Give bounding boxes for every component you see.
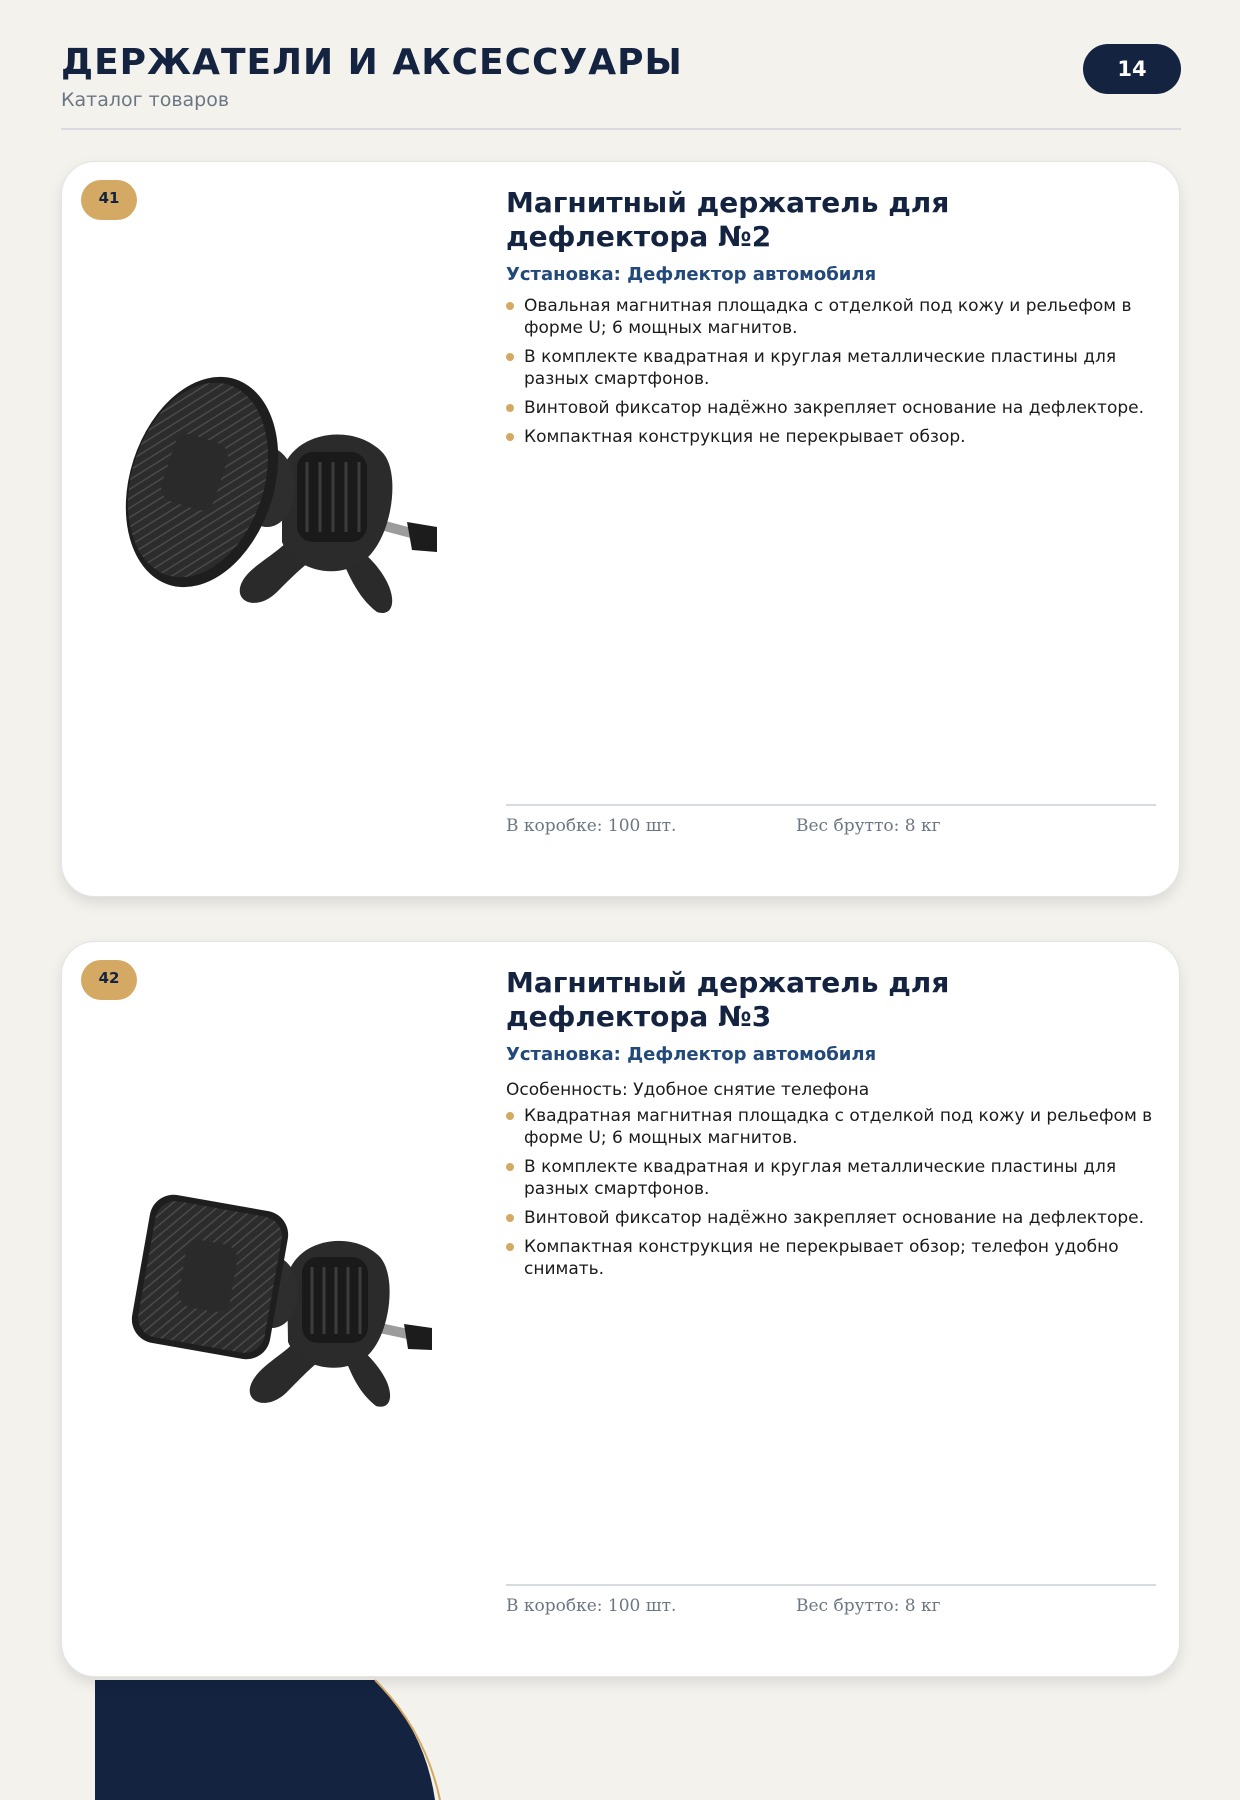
product-title-line-2: дефлектора №2: [506, 220, 772, 253]
gross-weight: Вес брутто: 8 кг: [796, 816, 941, 836]
card-footer: [506, 1584, 1156, 1616]
feature-list: [506, 1105, 1156, 1280]
feature-list: [506, 295, 1156, 448]
feature-item: [506, 426, 1156, 448]
product-title-line-1: Магнитный держатель для: [506, 966, 950, 999]
product-info: [506, 186, 1156, 876]
feature-text: В комплекте квадратная и круглая металлические пластины для разных смартфонов.: [524, 347, 1117, 389]
feature-item: [506, 1105, 1156, 1149]
box-quantity: В коробке: 100 шт.: [506, 816, 677, 836]
page-subtitle: Каталог товаров: [61, 89, 230, 111]
feature-text: Квадратная магнитная площадка с отделкой под кожу и рельефом в форме U; 6 мощных магнитов.: [524, 1106, 1153, 1148]
bullet-icon: [506, 1243, 514, 1251]
feature-text: Овальная магнитная площадка с отделкой под кожу и рельефом в форме U; 6 мощных магнитов.: [524, 296, 1132, 338]
feature-item: [506, 1207, 1156, 1229]
install-type: Установка: Дефлектор автомобиля: [506, 1044, 877, 1065]
product-card: [61, 941, 1180, 1677]
card-footer: [506, 804, 1156, 836]
bullet-icon: [506, 1163, 514, 1171]
box-quantity: В коробке: 100 шт.: [506, 1596, 677, 1616]
product-card: [61, 161, 1180, 897]
bullet-icon: [506, 1214, 514, 1222]
product-title: [506, 966, 1156, 1034]
product-title-line-1: Магнитный держатель для: [506, 186, 950, 219]
feature-item: [506, 346, 1156, 390]
feature-item: [506, 295, 1156, 339]
feature-text: В комплекте квадратная и круглая металлические пластины для разных смартфонов.: [524, 1157, 1117, 1199]
feature-text: Винтовой фиксатор надёжно закрепляет основание на дефлекторе.: [524, 1208, 1145, 1228]
feature-text: Компактная конструкция не перекрывает обзор; телефон удобно снимать.: [524, 1237, 1119, 1279]
feature-text: Компактная конструкция не перекрывает обзор.: [524, 427, 966, 447]
item-number-badge: 42: [81, 960, 137, 1000]
product-title: [506, 186, 1156, 254]
feature-text: Винтовой фиксатор надёжно закрепляет основание на дефлекторе.: [524, 398, 1145, 418]
feature-item: [506, 1156, 1156, 1200]
feature-item: [506, 1236, 1156, 1280]
bullet-icon: [506, 1112, 514, 1120]
special-feature: Особенность: Удобное снятие телефона: [506, 1080, 870, 1100]
product-info: [506, 966, 1156, 1656]
bullet-icon: [506, 302, 514, 310]
page-number-badge: 14: [1083, 44, 1181, 94]
page-title: ДЕРЖАТЕЛИ И АКСЕССУАРЫ: [61, 42, 683, 83]
product-title-line-2: дефлектора №3: [506, 1000, 772, 1033]
bullet-icon: [506, 433, 514, 441]
square-magnetic-vent-holder-image: [92, 1092, 452, 1452]
install-type: Установка: Дефлектор автомобиля: [506, 264, 877, 285]
bullet-icon: [506, 404, 514, 412]
page-header: [61, 38, 1181, 130]
oval-magnetic-vent-holder-image: [92, 312, 452, 672]
gross-weight: Вес брутто: 8 кг: [796, 1596, 941, 1616]
feature-item: [506, 397, 1156, 419]
bullet-icon: [506, 353, 514, 361]
item-number-badge: 41: [81, 180, 137, 220]
